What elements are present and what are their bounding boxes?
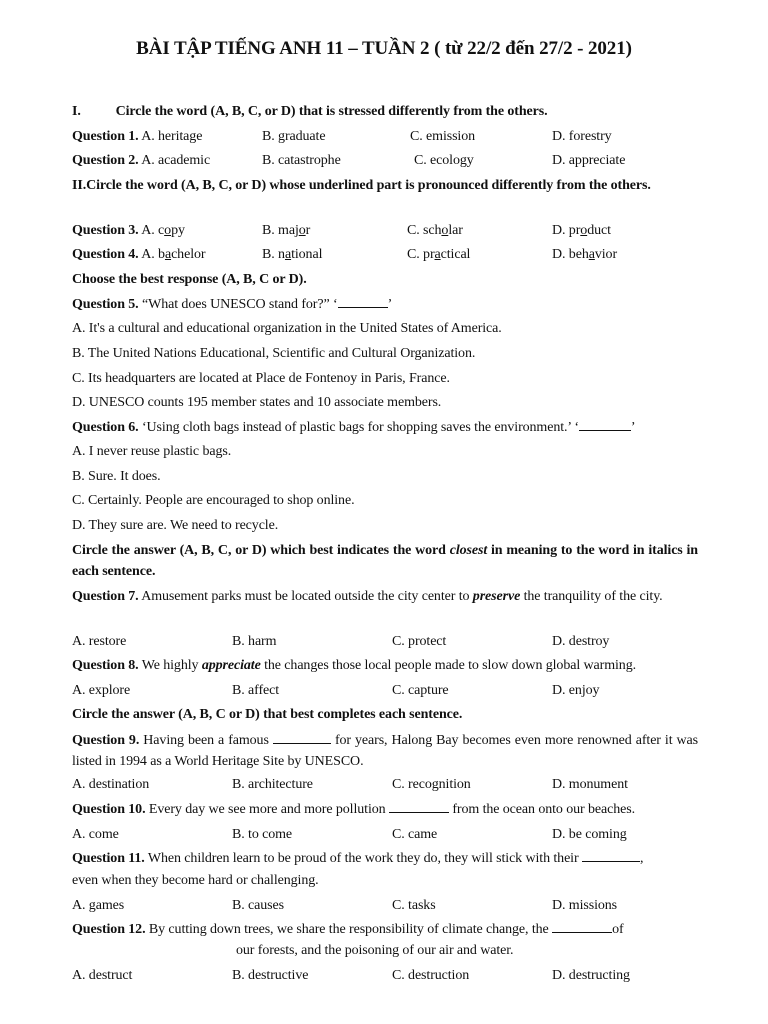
question-12: Question 12. By cutting down trees, we share the responsibility of climate change, the of — [72, 922, 624, 937]
option-a: A. I never reuse plastic bags. — [72, 444, 232, 459]
option-a: A. explore — [72, 683, 131, 698]
question-11: Question 11. When children learn to be proud of the work they do, they will stick with their , — [72, 851, 644, 866]
option-d: D. be coming — [552, 827, 627, 842]
section-5-heading: Circle the answer (A, B, C or D) that best completes each sentence. — [72, 707, 463, 722]
question-label: Question 6. — [72, 420, 139, 435]
option-b: B. causes — [232, 898, 284, 913]
option-b: B. major — [262, 223, 311, 238]
question-label: Question 7. — [72, 589, 139, 604]
option-a: A. bachelor — [141, 247, 206, 262]
option-b: B. affect — [232, 683, 280, 698]
option-d: D. enjoy — [552, 683, 600, 698]
option-d: D. appreciate — [552, 153, 626, 168]
question-5 — [72, 295, 392, 315]
option-b: B. Sure. It does. — [72, 469, 161, 484]
answer-blank — [273, 731, 331, 744]
question-label: Question 1. — [72, 129, 139, 144]
question-label: Question 11. — [72, 851, 145, 866]
option-c: C. Its headquarters are located at Place de Fontenoy in Paris, France. — [72, 371, 450, 386]
option-b: B. catastrophe — [262, 153, 341, 168]
option-b: B. harm — [232, 634, 277, 649]
question-6 — [72, 418, 635, 438]
option-d: D. product — [552, 223, 611, 238]
option-b: B. to come — [232, 827, 293, 842]
question-label: Question 10. — [72, 802, 146, 817]
option-c: C. capture — [392, 683, 449, 698]
option-a: A. come — [72, 827, 119, 842]
option-c: C. practical — [407, 247, 471, 262]
question-label: Question 5. — [72, 297, 139, 312]
question-text-end: ’ — [387, 297, 393, 312]
option-d: D. behavior — [552, 247, 618, 262]
option-c: C. protect — [392, 634, 447, 649]
option-c: C. recognition — [392, 777, 471, 792]
option-c: C. ecology — [414, 153, 474, 168]
question-11-continued: even when they become hard or challenging. — [72, 873, 319, 888]
option-c: C. scholar — [407, 223, 463, 238]
section-1-number: I. — [72, 104, 81, 119]
question-10: Question 10. Every day we see more and more pollution from the ocean onto our beaches. — [72, 802, 635, 817]
question-label: Question 2. — [72, 153, 139, 168]
question-text: “What does UNESCO stand for?” ‘ — [141, 297, 338, 312]
option-c: C. Certainly. People are encouraged to shop online. — [72, 493, 355, 508]
question-9: Question 9. Having been a famous for years, Halong Bay becomes even more renowned after it was listed in 1994 as a World Heritage Site by UNESCO. — [72, 733, 699, 769]
option-b: B. The United Nations Educational, Scientific and Cultural Organization. — [72, 346, 476, 361]
question-4 — [72, 245, 205, 265]
option-d: D. They sure are. We need to recycle. — [72, 518, 279, 533]
option-c: C. came — [392, 827, 438, 842]
section-2-heading: II.Circle the word (A, B, C, or D) whose underlined part is pronounced differently from the others. — [72, 178, 651, 193]
question-label: Question 8. — [72, 658, 139, 673]
answer-blank — [389, 800, 449, 813]
answer-blank — [579, 418, 631, 431]
question-label: Question 3. — [72, 223, 139, 238]
option-d: D. destructing — [552, 968, 630, 983]
option-a: A. It's a cultural and educational organization in the United States of America. — [72, 321, 502, 336]
option-b: B. architecture — [232, 777, 313, 792]
answer-blank — [582, 849, 640, 862]
option-d: D. destroy — [552, 634, 610, 649]
question-12-continued: our forests, and the poisoning of our air and water. — [236, 943, 514, 958]
question-2 — [72, 151, 210, 171]
option-a: A. academic — [141, 153, 211, 168]
option-a: A. copy — [141, 223, 185, 238]
option-a: A. destination — [72, 777, 150, 792]
question-text-end: ’ — [630, 420, 636, 435]
question-label: Question 4. — [72, 247, 139, 262]
question-text: ‘Using cloth bags instead of plastic bags for shopping saves the environment.’ ‘ — [141, 420, 579, 435]
section-1-text: Circle the word (A, B, C, or D) that is stressed differently from the others. — [115, 104, 548, 119]
question-3 — [72, 221, 185, 241]
section-4-heading: Circle the answer (A, B, C, or D) which best indicates the word closest in meaning to the word in italics in each sentence. — [72, 543, 698, 579]
option-a: A. restore — [72, 634, 127, 649]
option-d: D. UNESCO counts 195 member states and 10 associate members. — [72, 395, 442, 410]
option-d: D. missions — [552, 898, 618, 913]
section-3-heading: Choose the best response (A, B, C or D). — [72, 272, 307, 287]
section-1-heading — [72, 102, 548, 122]
option-a: A. destruct — [72, 968, 133, 983]
option-b: B. graduate — [262, 129, 326, 144]
option-b: B. national — [262, 247, 323, 262]
option-b: B. destructive — [232, 968, 309, 983]
question-label: Question 12. — [72, 922, 146, 937]
answer-blank — [338, 295, 388, 308]
option-d: D. forestry — [552, 129, 612, 144]
question-label: Question 9. — [72, 733, 140, 748]
option-d: D. monument — [552, 777, 628, 792]
question-1 — [72, 127, 202, 147]
option-a: A. games — [72, 898, 125, 913]
option-a: A. heritage — [141, 129, 203, 144]
option-c: C. destruction — [392, 968, 470, 983]
option-c: C. tasks — [392, 898, 436, 913]
question-7: Question 7. Amusement parks must be located outside the city center to preserve the tranquility of the city. — [72, 589, 663, 604]
page-title: BÀI TẬP TIẾNG ANH 11 – TUẦN 2 ( từ 22/2 đến 27/2 - 2021) — [136, 38, 632, 59]
answer-blank — [552, 920, 612, 933]
question-8: Question 8. We highly appreciate the changes those local people made to slow down global warming. — [72, 658, 636, 673]
option-c: C. emission — [410, 129, 476, 144]
